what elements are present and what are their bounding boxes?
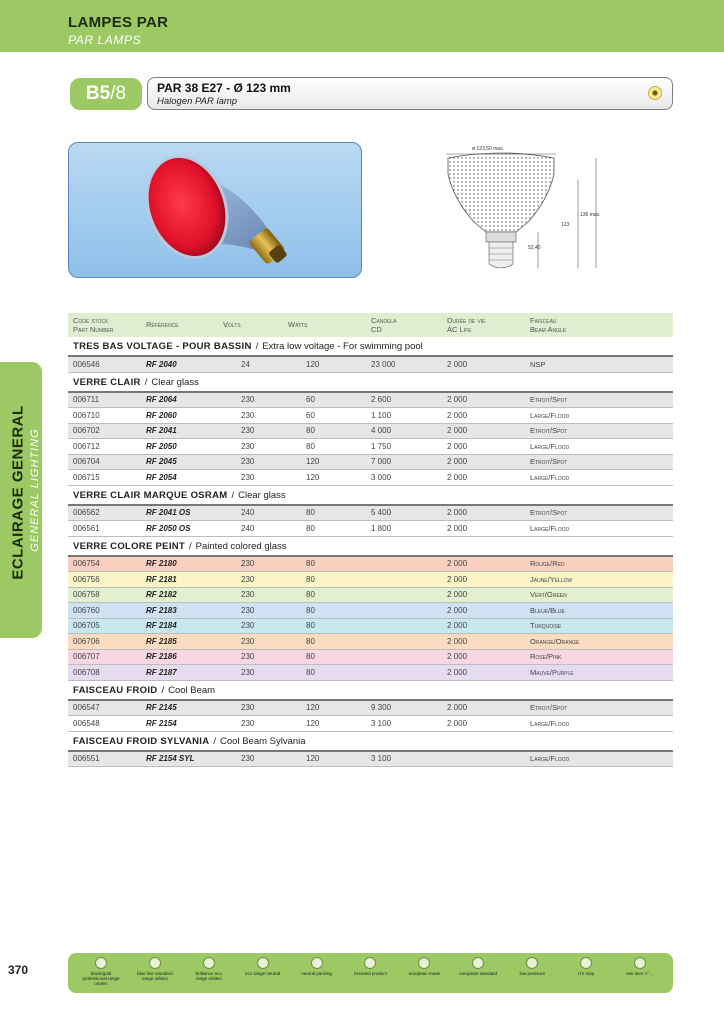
cell-volts: 230 (241, 636, 255, 646)
cell-reference: RF 2050 (146, 441, 177, 451)
page-number: 370 (8, 963, 29, 977)
cell-watts: 80 (306, 508, 315, 518)
cell-candela: 4 000 (371, 426, 392, 436)
cell-volts: 230 (241, 703, 255, 713)
cell-volts: 230 (241, 559, 255, 569)
table-row (68, 424, 673, 440)
dimension-height-max: 136 max. (580, 212, 601, 218)
cell-beam: Large/Flood (530, 523, 570, 533)
cell-volts: 230 (241, 718, 255, 728)
section-header: VERRE CLAIR MARQUE OSRAM / Clear glass (68, 486, 673, 506)
legend-label: brilliance eco range orbitec (195, 971, 222, 981)
cell-life: 2 000 (447, 590, 468, 600)
cell-code: 006547 (73, 703, 100, 713)
cell-reference: RF 2054 (146, 472, 177, 482)
cell-life: 2 000 (447, 636, 468, 646)
cell-volts: 230 (241, 426, 255, 436)
cell-life: 2 000 (447, 703, 468, 713)
cell-reference: RF 2181 (146, 574, 177, 584)
cell-beam: Rouge/Red (530, 559, 565, 569)
header-band (0, 0, 724, 52)
section-title: VERRE CLAIR MARQUE OSRAM (73, 489, 228, 501)
page-subtitle: PAR LAMPS (68, 33, 142, 47)
cell-code: 006704 (73, 457, 100, 467)
legend-label: low pressure (519, 971, 545, 976)
section-subtitle: Cool Beam Sylvania (220, 735, 306, 747)
cell-watts: 60 (306, 395, 315, 405)
cell-watts: 120 (306, 703, 320, 713)
table-row (68, 393, 673, 409)
cell-reference: RF 2145 (146, 703, 177, 713)
cell-life: 2 000 (447, 523, 468, 533)
cell-volts: 230 (241, 457, 255, 467)
lamp-type-icon (648, 86, 662, 100)
cell-volts: 230 (241, 590, 255, 600)
cell-reference: RF 2050 OS (146, 523, 191, 533)
section-subtitle: Clear glass (151, 376, 199, 388)
legend-icon (580, 957, 592, 969)
cell-watts: 80 (306, 574, 315, 584)
section-subtitle: Painted colored glass (195, 540, 287, 552)
cell-volts: 230 (241, 605, 255, 615)
table-row (68, 634, 673, 650)
legend-icon (95, 957, 107, 969)
cell-life: 2 000 (447, 621, 468, 631)
cell-candela: 3 100 (371, 718, 392, 728)
side-tab (0, 362, 42, 638)
cell-reference: RF 2154 SYL (146, 754, 195, 764)
legend-item (567, 957, 605, 976)
table-row (68, 557, 673, 573)
cell-life: 2 000 (447, 652, 468, 662)
technical-drawing (428, 140, 618, 280)
table-row (68, 470, 673, 486)
cell-beam: Turquoise (530, 621, 562, 631)
cell-life: 2 000 (447, 508, 468, 518)
cell-reference: RF 2182 (146, 590, 177, 600)
cell-code: 006702 (73, 426, 100, 436)
cell-watts: 80 (306, 523, 315, 533)
cell-reference: RF 2045 (146, 457, 177, 467)
cell-code: 006707 (73, 652, 100, 662)
section-title: FAISCEAU FROID (73, 684, 158, 696)
cell-life: 2 000 (447, 457, 468, 467)
col-candela: Candela CD (371, 316, 397, 334)
cell-reference: RF 2041 (146, 426, 177, 436)
legend-label: european standard (459, 971, 498, 976)
cell-watts: 120 (306, 472, 320, 482)
col-watts: Watts (288, 320, 308, 329)
legend-icon (149, 957, 161, 969)
legend-band (68, 953, 673, 993)
dimension-diameter: ø 123,50 max. (472, 146, 504, 152)
legend-item (298, 957, 336, 976)
lamp-dimension-icon (428, 140, 618, 280)
legend-label: branded product (354, 971, 387, 976)
cell-beam: Mauve/Purple (530, 667, 574, 677)
col-code: Code stock Part Number (73, 316, 114, 334)
cell-reference: RF 2154 (146, 718, 177, 728)
legend-icon (203, 957, 215, 969)
product-title: PAR 38 E27 - Ø 123 mm (157, 81, 291, 95)
cell-watts: 60 (306, 410, 315, 420)
table-row (68, 650, 673, 666)
page-title: LAMPES PAR (68, 14, 169, 31)
cell-volts: 230 (241, 652, 255, 662)
cell-life: 2 000 (447, 426, 468, 436)
table-row (68, 619, 673, 635)
cell-candela: 1 750 (371, 441, 392, 451)
section-header: FAISCEAU FROID / Cool Beam (68, 681, 673, 701)
cell-code: 006561 (73, 523, 100, 533)
legend-item (459, 957, 497, 976)
cell-volts: 230 (241, 395, 255, 405)
legend-item (244, 957, 282, 976)
cell-code: 006710 (73, 410, 100, 420)
cell-beam: Rose/Pink (530, 652, 562, 662)
cell-watts: 80 (306, 426, 315, 436)
cell-beam: Etroit/Spot (530, 395, 568, 405)
cell-life: 2 000 (447, 718, 468, 728)
cell-code: 006756 (73, 574, 100, 584)
cell-reference: RF 2064 (146, 395, 177, 405)
section-subtitle: Extra low voltage - For swimming pool (262, 341, 423, 352)
cell-reference: RF 2040 (146, 359, 177, 369)
section-header: VERRE COLORE PEINT / Painted colored glass (68, 537, 673, 557)
cell-beam: NSP (530, 359, 546, 369)
cell-life: 2 000 (447, 441, 468, 451)
cell-code: 006754 (73, 559, 100, 569)
side-tab-title: ECLAIRAGE GENERAL (9, 405, 27, 580)
product-code-main: B5 (85, 83, 111, 104)
table-row (68, 506, 673, 522)
legend-item (82, 957, 120, 986)
product-title-box (147, 77, 673, 110)
cell-life: 2 000 (447, 667, 468, 677)
product-subtitle: Halogen PAR lamp (157, 96, 238, 107)
par-lamp-icon (69, 143, 362, 278)
cell-code: 006760 (73, 605, 100, 615)
cell-beam: Etroit/Spot (530, 426, 568, 436)
cell-candela: 1 100 (371, 410, 392, 420)
cell-code: 006715 (73, 472, 100, 482)
legend-label: european made (408, 971, 441, 976)
cell-code: 006706 (73, 636, 100, 646)
legend-label: eco range neutral (245, 971, 281, 976)
product-table (68, 313, 673, 767)
table-row (68, 439, 673, 455)
cell-code: 006705 (73, 621, 100, 631)
dimension-neck: 52,40 (528, 245, 541, 251)
cell-beam: Jaune/Yellow (530, 574, 573, 584)
col-beam: Faisceau Beam Angle (530, 316, 567, 334)
cell-volts: 240 (241, 523, 255, 533)
cell-watts: 80 (306, 590, 315, 600)
cell-beam: Large/Flood (530, 718, 570, 728)
table-row (68, 665, 673, 681)
cell-candela: 1 800 (371, 523, 392, 533)
legend-icon (634, 957, 646, 969)
cell-code: 006712 (73, 441, 100, 451)
product-photo (68, 142, 362, 278)
legend-label: neutral packing (301, 971, 332, 976)
legend-icon (311, 957, 323, 969)
cell-reference: RF 2180 (146, 559, 177, 569)
cell-life: 2 000 (447, 410, 468, 420)
section-header: FAISCEAU FROID SYLVANIA / Cool Beam Sylvania (68, 732, 673, 752)
col-reference: Référence (146, 320, 179, 329)
cell-life: 2 000 (447, 559, 468, 569)
product-code-suffix: /8 (110, 83, 127, 104)
cell-volts: 230 (241, 754, 255, 764)
table-row (68, 455, 673, 471)
cell-beam: Large/Flood (530, 410, 570, 420)
cell-life: 2 000 (447, 395, 468, 405)
cell-candela: 7 000 (371, 457, 392, 467)
cell-reference: RF 2183 (146, 605, 177, 615)
cell-watts: 120 (306, 359, 320, 369)
legend-label: see item n° ... (626, 971, 654, 976)
cell-watts: 120 (306, 754, 320, 764)
table-row (68, 357, 673, 373)
cell-candela: 3 000 (371, 472, 392, 482)
legend-label: black/gold professional range orbitec (82, 971, 120, 986)
section-subtitle: Cool Beam (168, 684, 216, 696)
section-subtitle: Clear glass (238, 489, 286, 501)
legend-item (351, 957, 389, 976)
cell-watts: 80 (306, 636, 315, 646)
legend-label: blue line standard range orbitec (137, 971, 173, 981)
cell-watts: 80 (306, 652, 315, 662)
cell-reference: RF 2186 (146, 652, 177, 662)
cell-code: 006711 (73, 395, 100, 405)
cell-volts: 24 (241, 359, 250, 369)
cell-watts: 80 (306, 441, 315, 451)
cell-candela: 2 600 (371, 395, 392, 405)
cell-candela: 3 100 (371, 754, 392, 764)
table-row (68, 716, 673, 732)
table-row (68, 521, 673, 537)
legend-icon (257, 957, 269, 969)
legend-icon (364, 957, 376, 969)
cell-code: 006546 (73, 359, 100, 369)
section-title: VERRE CLAIR (73, 376, 141, 388)
legend-icon (526, 957, 538, 969)
cell-beam: Large/Flood (530, 472, 570, 482)
product-code-badge (70, 78, 142, 110)
table-row (68, 572, 673, 588)
cell-code: 006548 (73, 718, 100, 728)
cell-watts: 80 (306, 667, 315, 677)
dimension-height: 123 (561, 222, 570, 228)
col-volts: Volts (223, 320, 241, 329)
cell-watts: 120 (306, 457, 320, 467)
cell-beam: Bleue/Blue (530, 605, 565, 615)
cell-reference: RF 2185 (146, 636, 177, 646)
legend-item (136, 957, 174, 981)
section-header: VERRE CLAIR / Clear glass (68, 373, 673, 393)
table-row (68, 408, 673, 424)
col-life: Durée de vie AC Life (447, 316, 486, 334)
cell-code: 006758 (73, 590, 100, 600)
table-header (68, 313, 673, 337)
table-row (68, 588, 673, 604)
cell-watts: 120 (306, 718, 320, 728)
cell-watts: 80 (306, 621, 315, 631)
cell-watts: 80 (306, 559, 315, 569)
cell-beam: Large/Flood (530, 441, 570, 451)
table-row (68, 701, 673, 717)
section-title: TRES BAS VOLTAGE - POUR BASSIN (73, 341, 252, 352)
section-header: TRES BAS VOLTAGE - POUR BASSIN / Extra low voltage - For swimming pool (68, 337, 673, 357)
cell-candela: 9 300 (371, 703, 392, 713)
table-row (68, 752, 673, 768)
cell-life: 2 000 (447, 472, 468, 482)
section-title: VERRE COLORE PEINT (73, 540, 186, 552)
cell-reference: RF 2060 (146, 410, 177, 420)
cell-volts: 230 (241, 667, 255, 677)
legend-item (621, 957, 659, 976)
side-tab-subtitle: GENERAL LIGHTING (29, 428, 41, 552)
cell-volts: 230 (241, 472, 255, 482)
cell-reference: RF 2184 (146, 621, 177, 631)
cell-volts: 230 (241, 441, 255, 451)
cell-beam: Etroit/Spot (530, 457, 568, 467)
cell-beam: Orange/Orange (530, 636, 580, 646)
cell-volts: 230 (241, 410, 255, 420)
cell-life: 2 000 (447, 574, 468, 584)
cell-reference: RF 2041 OS (146, 508, 191, 518)
cell-watts: 80 (306, 605, 315, 615)
legend-item (405, 957, 443, 976)
legend-item (513, 957, 551, 976)
cell-reference: RF 2187 (146, 667, 177, 677)
cell-code: 006708 (73, 667, 100, 677)
legend-icon (472, 957, 484, 969)
cell-beam: Vert/Green (530, 590, 567, 600)
legend-label: UV stop (578, 971, 595, 976)
legend-icon (418, 957, 430, 969)
cell-life: 2 000 (447, 359, 468, 369)
legend-item (190, 957, 228, 981)
cell-code: 006562 (73, 508, 100, 518)
cell-volts: 230 (241, 574, 255, 584)
cell-code: 006551 (73, 754, 100, 764)
cell-beam: Etroit/Spot (530, 703, 568, 713)
table-row (68, 603, 673, 619)
cell-candela: 5 400 (371, 508, 392, 518)
section-title: FAISCEAU FROID SYLVANIA (73, 735, 210, 747)
cell-candela: 23 000 (371, 359, 396, 369)
cell-life: 2 000 (447, 605, 468, 615)
cell-beam: Large/Flood (530, 754, 570, 764)
cell-volts: 230 (241, 621, 255, 631)
table-body (68, 337, 673, 767)
cell-beam: Etroit/Spot (530, 508, 568, 518)
cell-volts: 240 (241, 508, 255, 518)
